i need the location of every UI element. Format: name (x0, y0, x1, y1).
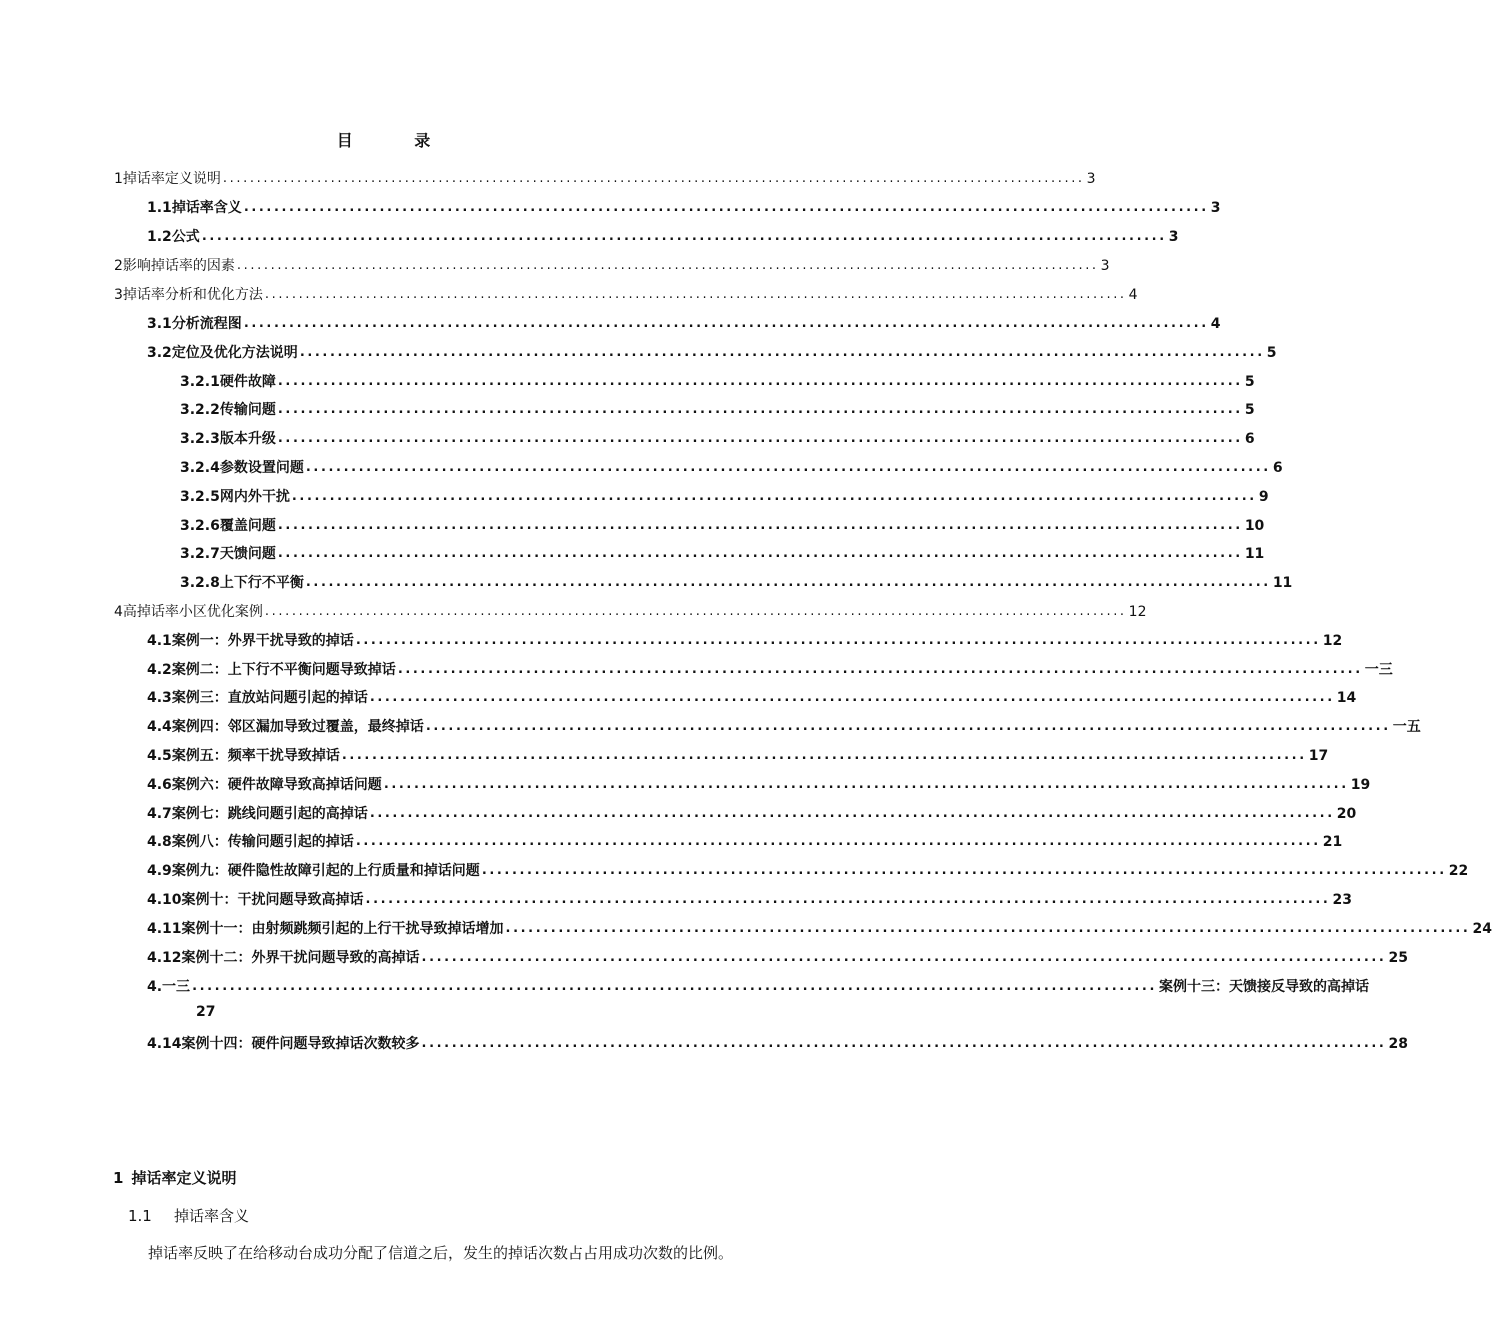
toc-text: 案例四：邻区漏加导致过覆盖，最终掉话 (171, 719, 424, 735)
toc-number: 2 (114, 258, 123, 274)
toc-page: 10 (1244, 518, 1265, 534)
toc-page: 9 (1258, 489, 1269, 505)
toc-entry[interactable] (147, 659, 1393, 681)
toc-text: 硬件故障 (219, 374, 276, 390)
section-heading (113, 1167, 236, 1188)
toc-page: 12 (1322, 633, 1343, 649)
toc-leader: ................................................................................................................................ (365, 892, 1331, 907)
toc-entry[interactable] (147, 342, 1277, 364)
toc-number: 3 (114, 287, 123, 303)
toc-text: 案例十一：由射频跳频引起的上行干扰导致掉话增加 (181, 921, 504, 937)
toc-page: 14 (1336, 690, 1357, 706)
toc-text: 公式 (171, 229, 200, 245)
toc-page: 17 (1308, 748, 1329, 764)
toc-entry[interactable] (147, 1033, 1408, 1055)
toc-leader: ................................................................................................................................ (341, 748, 1307, 763)
toc-leader: ................................................................................................................................ (355, 834, 1321, 849)
toc-leader: ................................................................................................................................ (305, 460, 1271, 475)
toc-leader: ................................................................................................................................ (277, 431, 1243, 446)
toc-leader: ................................................................................................................................ (277, 402, 1243, 417)
toc-entry[interactable] (147, 803, 1357, 825)
toc-number: 3.2.4 (180, 460, 220, 476)
toc-entry[interactable] (114, 601, 1147, 623)
toc-number: 4.一三 (147, 979, 191, 995)
toc-leader: ................................................................................................................................ (222, 171, 1085, 186)
toc-leader: ................................................................................................................................ (425, 719, 1391, 734)
subsection-number: 1.1 (128, 1207, 152, 1225)
toc-text: 掉话率分析和优化方法 (122, 287, 263, 303)
toc-entry[interactable] (147, 831, 1343, 853)
toc-number: 4.4 (147, 719, 172, 735)
toc-number: 4.12 (147, 950, 182, 966)
toc-entry[interactable] (147, 687, 1357, 709)
toc-leader: ................................................................................................................................ (305, 575, 1271, 590)
toc-entry[interactable] (147, 745, 1329, 767)
toc-leader: ................................................................................................................................ (264, 604, 1127, 619)
toc-text: 影响掉话率的因素 (122, 258, 235, 274)
toc-leader: ................................................................................................................................ (397, 662, 1363, 677)
toc-text: 高掉话率小区优化案例 (122, 604, 263, 620)
toc-entry[interactable] (180, 399, 1255, 421)
toc-leader: ................................................................................................................................ (421, 950, 1387, 965)
toc-page: 5 (1244, 374, 1255, 390)
toc-page: 3 (1210, 200, 1221, 216)
toc-page: 11 (1244, 546, 1265, 562)
toc-text: 案例二：上下行不平衡问题导致掉话 (171, 662, 396, 678)
toc-entry[interactable] (147, 774, 1371, 796)
toc-entry[interactable] (147, 947, 1408, 969)
toc-page: 6 (1272, 460, 1283, 476)
toc-text: 案例五：频率干扰导致掉话 (171, 748, 340, 764)
toc-text: 案例三：直放站问题引起的掉话 (171, 690, 368, 706)
toc-number: 3.2.1 (180, 374, 220, 390)
toc-text: 案例十四：硬件问题导致掉话次数较多 (181, 1036, 420, 1052)
toc-page: 19 (1350, 777, 1371, 793)
toc-number: 4 (114, 604, 123, 620)
toc-entry[interactable] (147, 918, 1492, 940)
toc-text: 案例六：硬件故障导致高掉话问题 (171, 777, 382, 793)
toc-page: 3 (1086, 171, 1096, 187)
section-title: 掉话率定义说明 (131, 1169, 237, 1187)
toc-leader: ................................................................................................................................ (243, 200, 1209, 215)
toc-number: 3.2.7 (180, 546, 220, 562)
toc-page: 4 (1210, 316, 1221, 332)
toc-text: 案例七：跳线问题引起的高掉话 (171, 806, 368, 822)
toc-text: 掉话率定义说明 (122, 171, 221, 187)
toc-entry[interactable] (114, 284, 1138, 306)
toc-number: 3.1 (147, 316, 172, 332)
subsection-heading (128, 1205, 249, 1226)
toc-number: 1.1 (147, 200, 172, 216)
toc-page: 20 (1336, 806, 1357, 822)
toc-leader: ................................................................................................................................ (277, 374, 1243, 389)
toc-page: 22 (1448, 863, 1469, 879)
toc-entry[interactable] (180, 486, 1269, 508)
toc-number: 4.7 (147, 806, 172, 822)
toc-entry[interactable] (180, 543, 1265, 565)
toc-text: 案例九：硬件隐性故障引起的上行质量和掉话问题 (171, 863, 480, 879)
toc-number: 3.2.5 (180, 489, 220, 505)
toc-leader: ................................................................................................................................ (236, 258, 1099, 273)
toc-page: 25 (1388, 950, 1408, 966)
toc-text: 网内外干扰 (219, 489, 290, 505)
toc-leader: ................................................................................................................................ (277, 546, 1243, 561)
toc-entry[interactable] (147, 226, 1179, 248)
toc-entry[interactable] (147, 197, 1221, 219)
toc-leader: ................................................................................................................................ (505, 921, 1471, 936)
toc-number: 3.2.3 (180, 431, 220, 447)
toc-number: 4.10 (147, 892, 182, 908)
toc-page: 一三 (1364, 662, 1393, 678)
toc-entry[interactable] (180, 515, 1265, 537)
toc-number: 3.2.6 (180, 518, 220, 534)
toc-entry[interactable] (180, 371, 1255, 393)
toc-leader: ................................................................................................................................ (291, 489, 1257, 504)
toc-number: 4.1 (147, 633, 172, 649)
toc-number: 4.5 (147, 748, 172, 764)
toc-text: 上下行不平衡 (219, 575, 304, 591)
toc-entry[interactable] (147, 313, 1221, 335)
toc-leader: ................................................................................................................................ (369, 806, 1335, 821)
toc-title: 目 录 (336, 131, 459, 150)
toc-leader: ................................................................................................................................ (421, 1036, 1387, 1051)
toc-page: 4 (1128, 287, 1138, 303)
toc-page: 11 (1272, 575, 1293, 591)
toc-leader: ................................................................................................................................ (355, 633, 1321, 648)
toc-entry[interactable] (114, 255, 1110, 277)
toc-entry[interactable] (147, 630, 1343, 652)
toc-entry[interactable] (180, 457, 1283, 479)
toc-page: 3 (1100, 258, 1110, 274)
toc-page: 5 (1244, 402, 1255, 418)
toc-leader: ................................................................................................................................ (201, 229, 1167, 244)
toc-number: 3.2 (147, 345, 172, 361)
toc-leader: ................................................................................................................................ (369, 690, 1335, 705)
toc-text: 案例八：传输问题引起的掉话 (171, 834, 354, 850)
toc-page: 24 (1472, 921, 1492, 937)
body-paragraph: 掉话率反映了在给移动台成功分配了信道之后，发生的掉话次数占占用成功次数的比例。 (148, 1244, 734, 1262)
toc-page: 6 (1244, 431, 1255, 447)
toc-leader: ................................................................................................................................ (243, 316, 1209, 331)
section-number: 1 (113, 1169, 124, 1187)
toc-text: 掉话率含义 (171, 200, 242, 216)
subsection-title: 掉话率含义 (174, 1207, 250, 1225)
toc-page: 一五 (1392, 719, 1421, 735)
toc-page: 3 (1168, 229, 1179, 245)
toc-number: 1.2 (147, 229, 172, 245)
toc-leader: ................................................................................................................................ (192, 979, 1157, 994)
toc-page: 5 (1266, 345, 1277, 361)
toc-text: 案例一：外界干扰导致的掉话 (171, 633, 354, 649)
toc-number: 4.9 (147, 863, 172, 879)
toc-text: 案例十二：外界干扰问题导致的高掉话 (181, 950, 420, 966)
toc-number: 3.2.8 (180, 575, 220, 591)
toc-entry[interactable] (114, 168, 1096, 190)
toc-number: 4.11 (147, 921, 182, 937)
toc-text: 传输问题 (219, 402, 276, 418)
toc-text: 分析流程图 (171, 316, 242, 332)
toc-text: 参数设置问题 (219, 460, 304, 476)
toc-number: 4.2 (147, 662, 172, 678)
toc-text: 天馈问题 (219, 546, 276, 562)
toc-number: 4.14 (147, 1036, 182, 1052)
toc-leader: ................................................................................................................................ (481, 863, 1447, 878)
toc-page: 12 (1128, 604, 1147, 620)
toc-number: 4.3 (147, 690, 172, 706)
toc-text: 版本升级 (219, 431, 276, 447)
toc-text: 覆盖问题 (219, 518, 276, 534)
toc-entry[interactable] (147, 976, 1369, 998)
toc-text: 定位及优化方法说明 (171, 345, 298, 361)
toc-entry[interactable] (147, 716, 1421, 738)
toc-entry[interactable] (180, 428, 1255, 450)
toc-page: 21 (1322, 834, 1343, 850)
toc-number: 3.2.2 (180, 402, 220, 418)
toc-page: 27 (196, 1004, 216, 1020)
toc-number: 1 (114, 171, 123, 187)
toc-text: 案例十：干扰问题导致高掉话 (181, 892, 364, 908)
toc-number: 4.6 (147, 777, 172, 793)
toc-number: 4.8 (147, 834, 172, 850)
toc-leader: ................................................................................................................................ (277, 518, 1243, 533)
toc-page: 28 (1388, 1036, 1408, 1052)
toc-entry[interactable] (147, 889, 1352, 911)
toc-entry[interactable] (180, 572, 1293, 594)
toc-text: 案例十三：天馈接反导致的高掉话 (1159, 979, 1369, 995)
toc-leader: ................................................................................................................................ (264, 287, 1127, 302)
toc-leader: ................................................................................................................................ (383, 777, 1349, 792)
toc-page: 23 (1332, 892, 1352, 908)
toc-leader: ................................................................................................................................ (299, 345, 1265, 360)
toc-entry[interactable] (147, 860, 1469, 882)
